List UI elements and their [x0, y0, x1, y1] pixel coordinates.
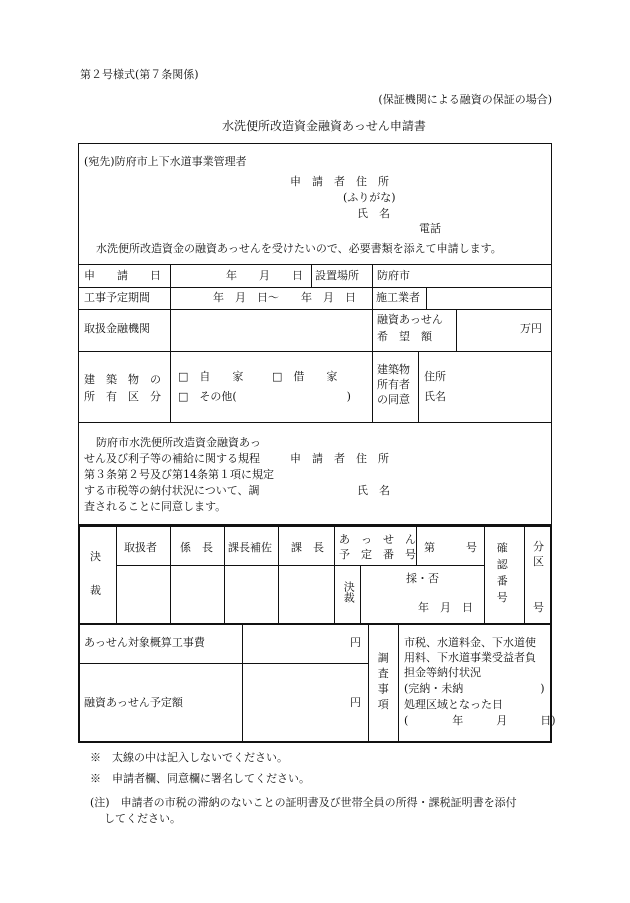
- survey-item-6: ( 年 月 日): [404, 714, 556, 727]
- phone-label: 電話: [419, 222, 441, 235]
- owner-name-label: 氏名: [424, 390, 446, 403]
- deputy-label: 課長補佐: [228, 541, 272, 554]
- own-house-checkbox[interactable]: □ 自 家: [178, 370, 244, 383]
- other-checkbox[interactable]: □ その他( ): [178, 390, 351, 403]
- survey-item-1: 市税、水道料金、下水道使: [404, 636, 536, 649]
- note-2: ※ 申請者欄、同意欄に署名してください。: [90, 772, 310, 785]
- apply-date-label: 申 請 日: [84, 269, 161, 282]
- no-suffix: 号: [466, 541, 477, 554]
- consent-text-2: せん及び利子等の補給に関する規程: [84, 452, 260, 465]
- consent-text-3: 第３条第２号及び第14条第１項に規定: [84, 468, 274, 481]
- loan-unit: 万円: [520, 322, 542, 335]
- consent-text-5: 査されることに同意します。: [84, 500, 227, 513]
- building-label-1: 建 築 物 の: [84, 373, 161, 386]
- kessai-label-1: 決: [90, 550, 101, 563]
- owner-consent-label-3: の同意: [377, 393, 410, 406]
- period-label: 工事予定期間: [84, 291, 150, 304]
- survey-item-4: (完納・未納 ): [404, 682, 545, 695]
- kessai-label-2: 裁: [90, 584, 101, 597]
- building-label-2: 所 有 区 分: [84, 390, 161, 403]
- approve-label[interactable]: 採・否: [406, 572, 439, 585]
- form-title: 水洗便所改造資金融資あっせん申請書: [222, 119, 426, 133]
- survey-item-5: 処理区域となった日: [404, 698, 503, 711]
- decision-table: [78, 525, 552, 625]
- district-label-3: 号: [533, 601, 544, 614]
- note-3a: (注) 申請者の市税の滞納のないことの証明書及び世帯全員の所得・課税証明書を添付: [90, 796, 517, 809]
- furigana-label: (ふりがな): [343, 191, 396, 204]
- contractor-label: 施工業者: [376, 291, 420, 304]
- manager-label: 課 長: [291, 541, 324, 554]
- confirm-no-label: 確認番号: [495, 542, 509, 608]
- handler-label: 取扱者: [124, 541, 157, 554]
- decision-date: 年 月 日: [418, 601, 473, 614]
- survey-item-2: 用料、下水道事業受益者負: [404, 651, 536, 664]
- loan-plan-unit: 円: [350, 696, 361, 709]
- rented-house-checkbox[interactable]: □ 借 家: [272, 370, 338, 383]
- consent-text-4: する市税等の納付状況について、調: [84, 484, 260, 497]
- owner-address-label: 住所: [424, 370, 446, 383]
- district-label-1: 分: [533, 540, 544, 553]
- name-label: 氏 名: [357, 207, 390, 220]
- consent-text-1: 防府市水洗便所改造資金融資あっ: [96, 436, 261, 449]
- bank-label: 取扱金融機関: [84, 322, 150, 335]
- kessai-small-label: 決裁: [342, 581, 356, 603]
- note-3b: してください。: [104, 812, 181, 825]
- application-statement: 水洗便所改造資金の融資あっせんを受けたいので、必要書類を添えて申請します。: [96, 242, 502, 255]
- location-value[interactable]: 防府市: [377, 269, 410, 282]
- cost-label: あっせん対象概算工事費: [84, 636, 205, 649]
- cost-unit: 円: [350, 636, 361, 649]
- district-label-2: 区: [533, 555, 544, 568]
- period-value[interactable]: 年 月 日～ 年 月 日: [213, 291, 356, 304]
- apply-date-value[interactable]: 年 月 日: [226, 269, 303, 282]
- form-number: 第２号様式(第７条関係): [80, 68, 199, 81]
- survey-label: 調査事項: [376, 652, 390, 714]
- consent-name-label: 氏 名: [357, 484, 390, 497]
- consent-address-label: 申 請 者 住 所: [290, 452, 389, 465]
- mediation-no-label-2: 予 定 番 号: [339, 548, 416, 561]
- no-prefix: 第: [424, 541, 435, 554]
- mediation-no-label-1: あ っ せ ん: [339, 533, 416, 546]
- owner-consent-label-1: 建築物: [377, 363, 410, 376]
- applicant-address-label: 申 請 者 住 所: [290, 175, 389, 188]
- owner-consent-label-2: 所有者: [377, 378, 410, 391]
- loan-label-1: 融資あっせん: [377, 313, 443, 326]
- chief-label: 係 長: [180, 541, 213, 554]
- note-1: ※ 太線の中は記入しないでください。: [90, 751, 288, 764]
- location-label: 設置場所: [315, 269, 359, 282]
- survey-item-3: 担金等納付状況: [404, 666, 481, 679]
- loan-plan-label: 融資あっせん予定額: [84, 696, 183, 709]
- loan-label-2: 希 望 額: [377, 330, 432, 343]
- case-note: (保証機関による融資の保証の場合): [378, 93, 552, 106]
- addressee: (宛先)防府市上下水道事業管理者: [84, 155, 247, 168]
